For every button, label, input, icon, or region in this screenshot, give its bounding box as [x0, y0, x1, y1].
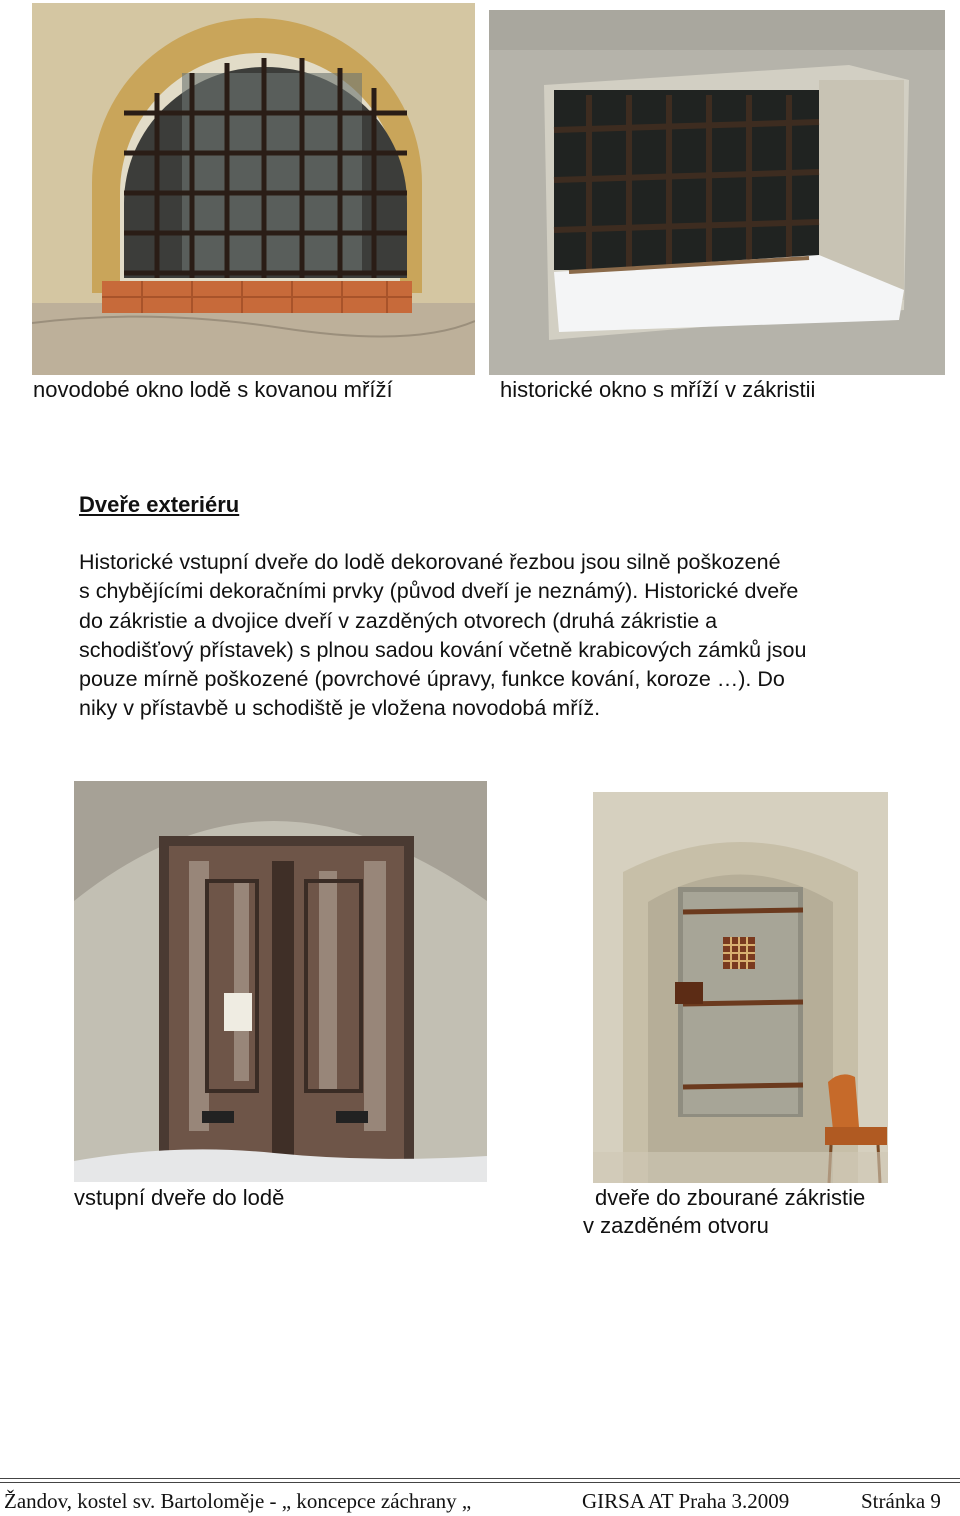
- section-body: [79, 548, 949, 724]
- photo-arched-window: [32, 3, 475, 375]
- section-heading: Dveře exteriéru: [79, 492, 240, 517]
- body-line: niky v přístavbě u schodiště je vložena novodobá mříž.: [79, 696, 601, 721]
- caption-entrance-door: vstupní dveře do lodě: [74, 1185, 285, 1210]
- body-line: Historické vstupní dveře do lodě dekorované řezbou jsou silně poškozené: [79, 550, 781, 574]
- photo-sacristy-door: [593, 792, 888, 1183]
- body-line: pouze mírně poškozené (povrchové úpravy, funkce kování, koroze …). Do: [79, 667, 785, 692]
- body-line: schodišťový přístavek) s plnou sadou kování včetně krabicových zámků jsou: [79, 637, 807, 662]
- caption-sacristy-door-line1: dveře do zbourané zákristie: [595, 1185, 866, 1210]
- photo-sacristy-window: [489, 10, 945, 375]
- caption-sacristy-door-line2: v zazděném otvoru: [583, 1213, 769, 1238]
- footer-page-number: Stránka 9: [861, 1489, 941, 1513]
- body-line: do zákristie a dvojice dveří v zazděných otvorech (druhá zákristie a: [79, 608, 718, 633]
- body-line: s chybějícími dekoračními prvky (původ dveří je neznámý). Historické dveře: [79, 579, 799, 604]
- footer-project: Žandov, kostel sv. Bartoloměje - „ koncepce záchrany „: [4, 1489, 472, 1513]
- photo-entrance-door: [74, 781, 487, 1182]
- caption-sacristy-window: historické okno s mříží v zákristii: [500, 377, 816, 402]
- footer-divider: [0, 1478, 960, 1483]
- caption-arched-window: novodobé okno lodě s kovanou mříží: [33, 377, 393, 402]
- footer-author: GIRSA AT Praha 3.2009: [582, 1489, 790, 1513]
